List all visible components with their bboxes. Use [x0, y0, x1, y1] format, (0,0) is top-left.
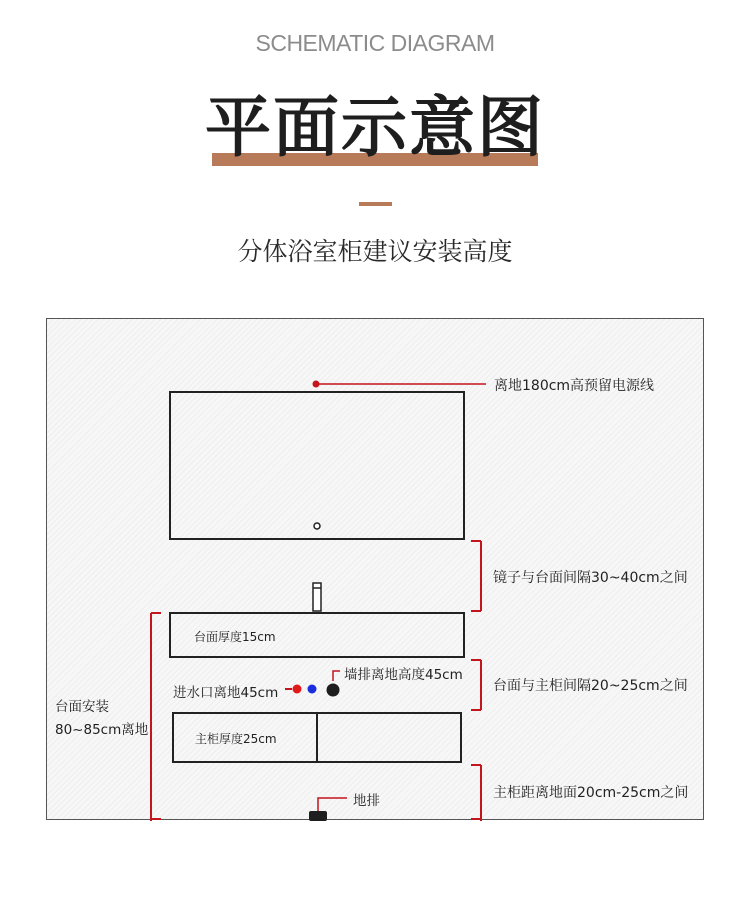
floor-drain-leader	[318, 798, 347, 811]
schematic-diagram	[46, 318, 704, 820]
cabinet-thickness-label: 主柜厚度25cm	[195, 732, 277, 746]
water-inlet-label: 进水口离地45cm	[173, 685, 279, 701]
floor-drain	[309, 811, 327, 821]
wall-drain-marker	[327, 684, 340, 697]
floor-drain-label: 地排	[353, 793, 380, 809]
header-en-title: SCHEMATIC DIAGRAM	[255, 30, 495, 56]
counter-install-label-2: 80~85cm离地	[55, 722, 149, 738]
power-note-label: 离地180cm高预留电源线	[494, 378, 655, 394]
mirror-switch-icon	[314, 523, 320, 529]
counter-install-label-1: 台面安装	[55, 699, 109, 715]
countertop-thickness-label: 台面厚度15cm	[194, 630, 276, 644]
page-subtitle: 分体浴室柜建议安装高度	[237, 237, 513, 266]
wall-drain-label: 墙排离地高度45cm	[344, 667, 463, 683]
faucet	[313, 583, 321, 611]
counter-cabinet-gap-label: 台面与主柜间隔20~25cm之间	[493, 678, 688, 694]
mirror	[170, 392, 464, 539]
wall-drain-leader	[333, 671, 340, 681]
water-inlet-hot-marker	[293, 685, 302, 694]
accent-divider	[359, 202, 392, 206]
page-title: 平面示意图	[205, 89, 545, 166]
cabinet-floor-gap-label: 主柜距离地面20cm-25cm之间	[493, 785, 689, 801]
water-inlet-cold-marker	[308, 685, 317, 694]
mirror-gap-label: 镜子与台面间隔30~40cm之间	[493, 570, 688, 586]
